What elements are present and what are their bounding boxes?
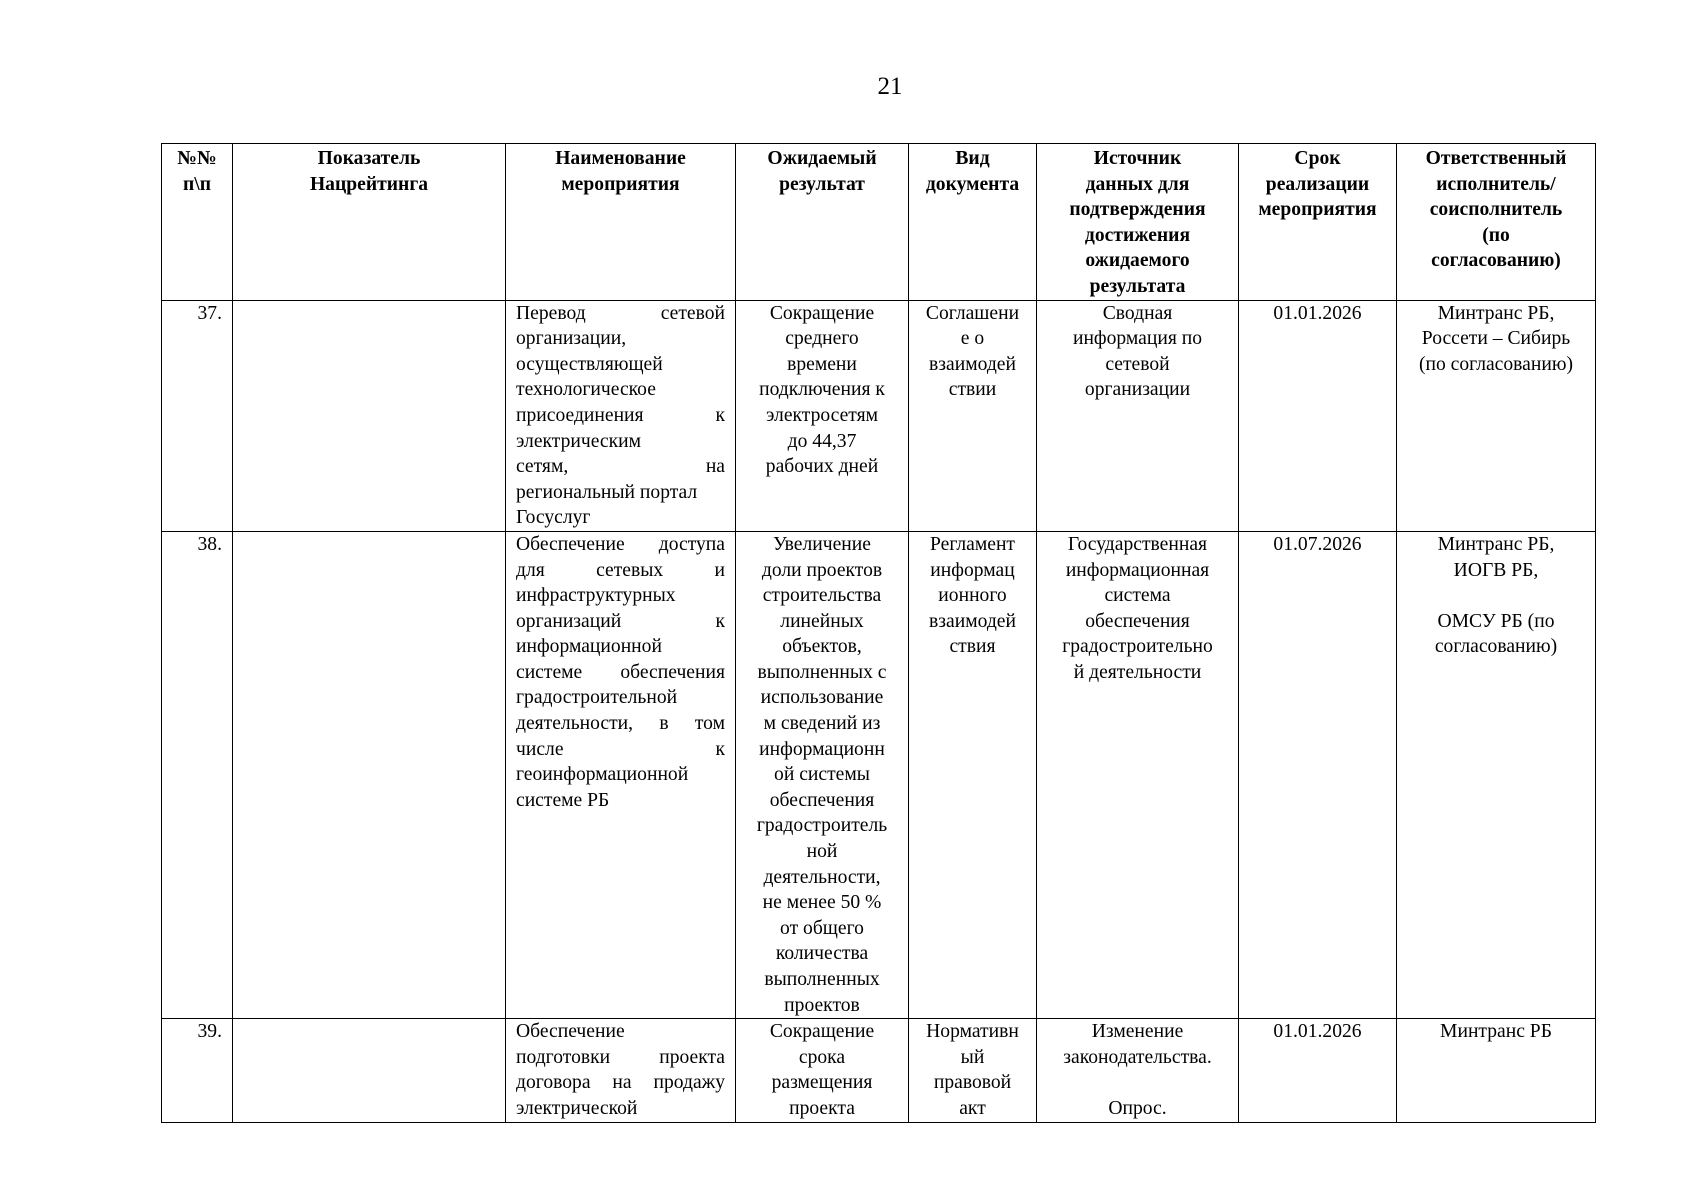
measure-line: инфраструктурных <box>516 585 676 607</box>
header-expected-result: Ожидаемый результат <box>736 144 909 301</box>
indicator-cell <box>233 1019 506 1122</box>
measure-line: Перевод сетевой <box>516 302 725 324</box>
table-row <box>162 300 1596 531</box>
table-row <box>162 1019 1596 1122</box>
table-header-row <box>162 144 1596 301</box>
expected-result-cell: Сокращение срока размещения проекта <box>736 1019 909 1122</box>
measure-line: договора на продажу <box>516 1072 725 1094</box>
document-type-cell: Нормативн ый правовой акт <box>909 1019 1037 1122</box>
measure-line: Обеспечение <box>516 1021 625 1043</box>
table-row <box>162 531 1596 1018</box>
expected-result-cell: Увеличение доли проектов строительства линейных объектов, выполненных с использование м сведений из информационн ой системы обеспечения градостроитель ной деятельности, не менее 50 % от общего количества выполненных проектов <box>736 531 909 1018</box>
measure-line: Обеспечение доступа <box>516 533 725 555</box>
header-responsible: Ответственный исполнитель/ соисполнитель (по согласованию) <box>1397 144 1596 301</box>
measure-line: Госуслуг <box>516 507 591 529</box>
measure-line: технологическое <box>516 379 656 401</box>
measure-line: подготовки проекта <box>516 1046 725 1068</box>
measure-line: градостроительной <box>516 687 678 709</box>
measure-cell <box>506 531 736 1018</box>
header-measure: Наименование мероприятия <box>506 144 736 301</box>
measure-line: сетям, на <box>516 456 725 478</box>
measure-line: электрическим <box>516 430 642 452</box>
measure-lines <box>516 1019 725 1121</box>
document-type-cell: Регламент информац ионного взаимодей ствия <box>909 531 1037 1018</box>
measure-line: геоинформационной <box>516 764 689 786</box>
measures-table <box>161 143 1596 1123</box>
page-number: 21 <box>877 73 903 100</box>
measure-line: информационной <box>516 636 662 658</box>
indicator-cell <box>233 300 506 531</box>
header-indicator: Показатель Нацрейтинга <box>233 144 506 301</box>
header-number: №№ п\п <box>162 144 233 301</box>
measure-line: организации, <box>516 328 627 350</box>
row-number: 37. <box>162 300 233 531</box>
deadline-cell: 01.07.2026 <box>1239 531 1397 1018</box>
header-document-type: Вид документа <box>909 144 1037 301</box>
measure-line: региональный портал <box>516 481 698 503</box>
responsible-cell: Минтранс РБ <box>1397 1019 1596 1122</box>
deadline-cell: 01.01.2026 <box>1239 1019 1397 1122</box>
data-source-cell: Изменение законодательства. Опрос. <box>1037 1019 1239 1122</box>
measure-lines <box>516 301 725 531</box>
measure-lines <box>516 532 725 814</box>
indicator-cell <box>233 531 506 1018</box>
responsible-cell: Минтранс РБ, ИОГВ РБ, ОМСУ РБ (по согласованию) <box>1397 531 1596 1018</box>
measure-cell <box>506 300 736 531</box>
responsible-cell: Минтранс РБ, Россети – Сибирь (по согласованию) <box>1397 300 1596 531</box>
deadline-cell: 01.01.2026 <box>1239 300 1397 531</box>
measure-line: для сетевых и <box>516 559 725 581</box>
measure-line: организаций к <box>516 610 725 632</box>
header-deadline: Срок реализации мероприятия <box>1239 144 1397 301</box>
measure-line: системе обеспечения <box>516 661 725 683</box>
measure-line: числе к <box>516 738 725 760</box>
measure-line: деятельности, в том <box>516 713 725 735</box>
row-number: 39. <box>162 1019 233 1122</box>
document-type-cell: Соглашени е о взаимодей ствии <box>909 300 1037 531</box>
measure-line: электрической <box>516 1097 638 1119</box>
header-data-source: Источник данных для подтверждения достижения ожидаемого результата <box>1037 144 1239 301</box>
row-number: 38. <box>162 531 233 1018</box>
measure-line: присоединения к <box>516 404 725 426</box>
data-source-cell: Сводная информация по сетевой организации <box>1037 300 1239 531</box>
measure-line: системе РБ <box>516 789 610 811</box>
measure-cell <box>506 1019 736 1122</box>
data-source-cell: Государственная информационная система обеспечения градостроительно й деятельности <box>1037 531 1239 1018</box>
expected-result-cell: Сокращение среднего времени подключения к электросетям до 44,37 рабочих дней <box>736 300 909 531</box>
measure-line: осуществляющей <box>516 353 663 375</box>
